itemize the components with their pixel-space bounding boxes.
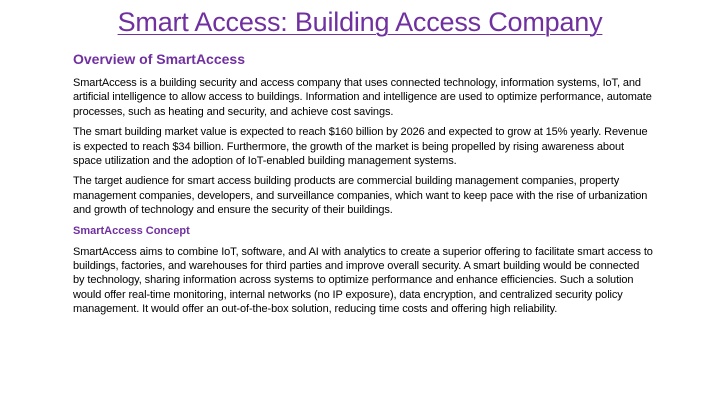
concept-paragraph: SmartAccess aims to combine IoT, software, and AI with analytics to create a superior offering to facilitate smart access to buildings, factories, and warehouses for third parties and improve overall security. A smart building would be connected by technology, sharing information across systems to optimize performance and enhance efficiencies. Such a solution would offer real-time monitoring, internal networks (no IP exposure), data encryption, and centralized security policy management. It would offer an out-of-the-box solution, reducing time costs and offering high reliability. [73,245,653,316]
overview-paragraph-2: The smart building market value is expected to reach $160 billion by 2026 and expected to grow at 15% yearly. Revenue is expected to reach $34 billion. Furthermore, the growth of the market is being propelled by rising awareness about space utilization and the adoption of IoT-enabled building management systems. [73,126,648,168]
overview-paragraph-1: SmartAccess is a building security and access company that uses connected technology, information systems, IoT, and artificial intelligence to allow access to buildings. Information and intelligence are used to optimize performance, automate processes, such as heating and security, and achieve cost savings. [73,77,652,118]
section-heading: Overview of SmartAccess [73,51,245,67]
slide-content [73,50,653,323]
concept-subheading: SmartAccess Concept [73,224,190,237]
overview-paragraph-3: The target audience for smart access building products are commercial building management companies, property management companies, developers, and surveillance companies, which want to keep pace with the rise of urbanization and growth of technology and ensure the security of their buildings. [73,175,648,217]
slide-title: Smart Access: Building Access Company [117,7,603,37]
